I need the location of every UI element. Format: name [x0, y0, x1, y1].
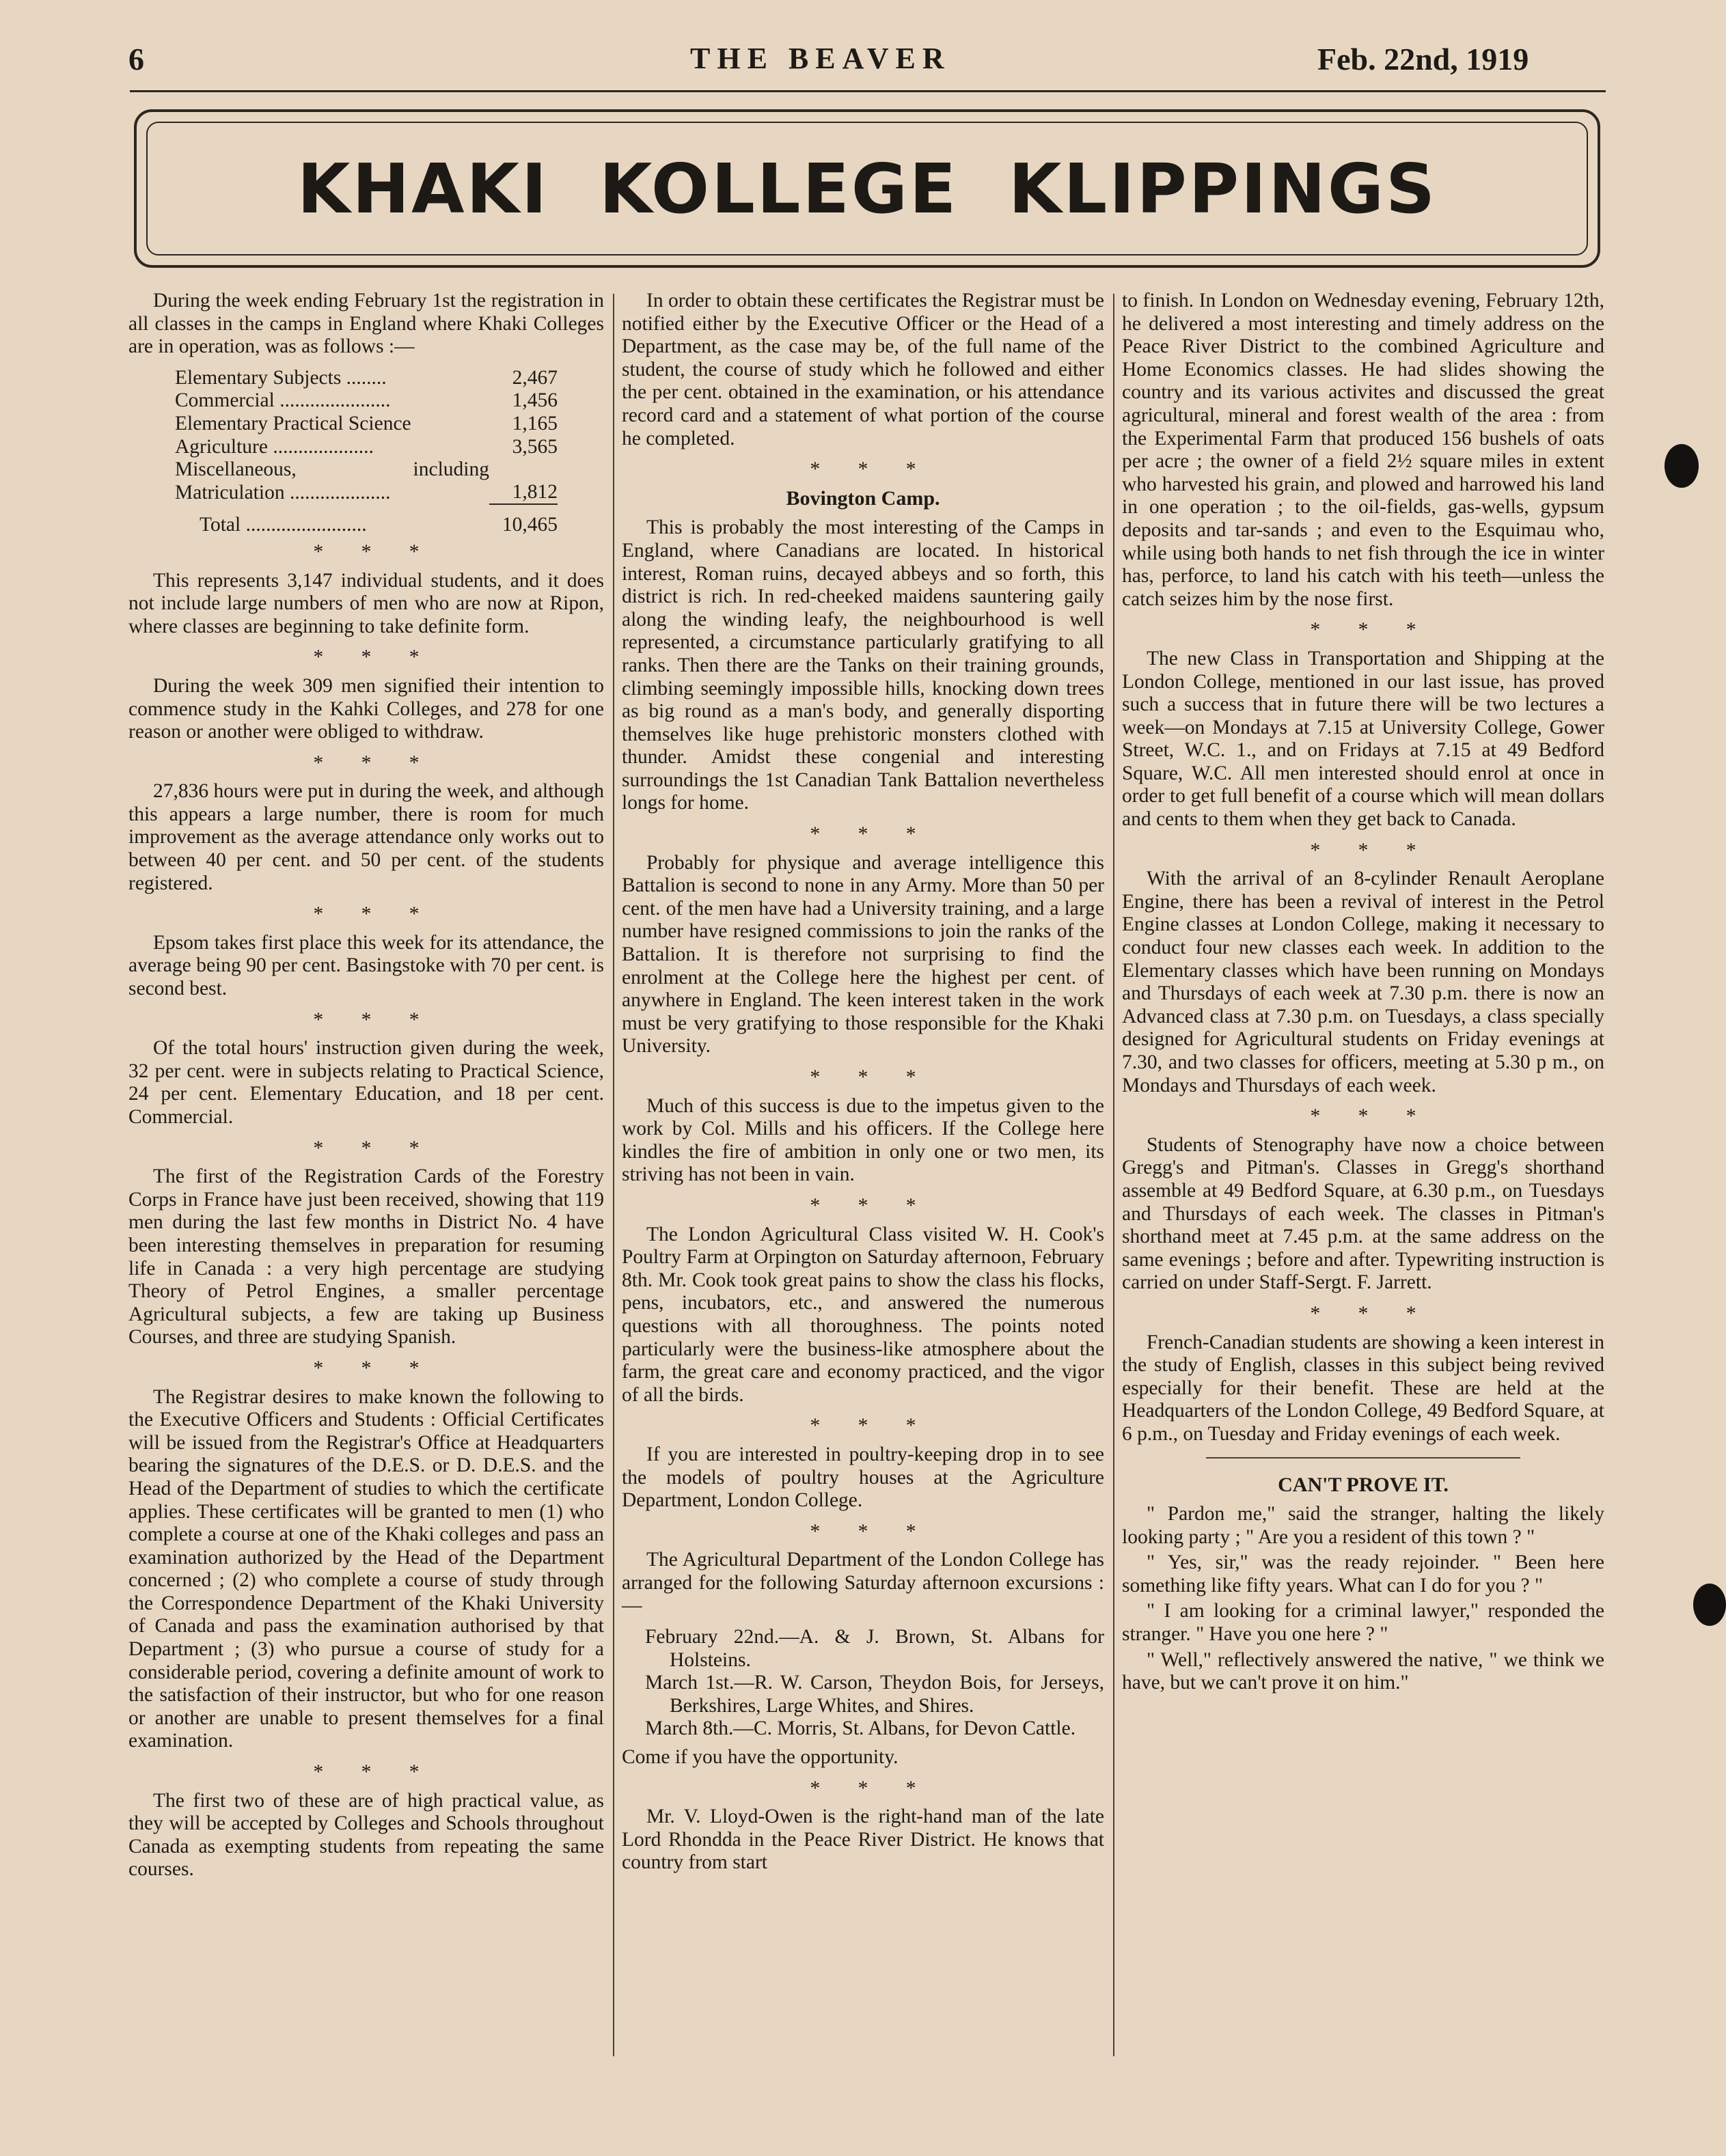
paragraph: " Yes, sir," was the ready rejoinder. " Been here something like fifty years. What can I do for you ? ": [1122, 1551, 1604, 1597]
paragraph: " Pardon me," said the stranger, halting the likely looking party ; " Are you a resident of this town ? ": [1122, 1503, 1604, 1548]
paragraph: Come if you have the opportunity.: [622, 1746, 899, 1769]
separator: * * *: [1310, 619, 1433, 641]
column-3: [1122, 290, 1604, 1698]
table-total-label: Total ........................: [200, 514, 367, 536]
separator: * * *: [810, 1520, 933, 1543]
table-row: [175, 389, 558, 413]
paragraph: The Registrar desires to make known the following to the Executive Officers and Students : Official Certificates will be issued from the Registrar's Office at Headquarters bearing the signatures of the D.E.S. or D. D.E.S. and the Head of the Department of studies to which the certificate applies. These certificates will be granted to men (1) who complete a course at one of the Khaki colleges and pass an examination authorized by the Head of the Department concerned ; (2) who complete a course of study through the Correspondence Department of the Khaki University of Canada and pass the examination authorised by that Department ; (3) who pursue a course of study for a considerable period, covering a definite amount of work to the satisfaction of their instructor, but who for one reason or another are unable to present themselves for a final examination.: [128, 1385, 604, 1752]
subheading: Bovington Camp.: [786, 486, 940, 510]
column-2: [622, 290, 1104, 1883]
separator: * * *: [810, 1066, 933, 1088]
paragraph: If you are interested in poultry-keeping drop in to see the models of poultry houses at the Agriculture Department, London College.: [622, 1443, 1104, 1512]
paragraph: The first two of these are of high practical value, as they will be accepted by Colleges and Schools throughout Canada as exempting students from repeating the same courses.: [128, 1789, 604, 1881]
separator: * * *: [313, 1357, 436, 1379]
list-item: March 1st.—R. W. Carson, Theydon Bois, for Jerseys, Berkshires, Large Whites, and Shires.: [645, 1672, 1104, 1717]
excursion-list: [622, 1626, 1104, 1741]
list-item: March 8th.—C. Morris, St. Albans, for Devon Cattle.: [645, 1717, 1076, 1740]
paragraph: " Well," reflectively answered the native, " we think we have, but we can't prove it on him.": [1122, 1648, 1604, 1694]
separator: * * *: [313, 1761, 436, 1784]
paragraph: This represents 3,147 individual students, and it does not include large numbers of men who are now at Ripon, where classes are beginning to take definite form.: [128, 569, 604, 637]
paragraph: Students of Stenography have now a choice between Gregg's and Pitman's. Classes in Gregg's shorthand assemble at 49 Bedford Square, at 6.30 p.m., on Tuesdays and Thursdays of each week. The classes in Pitman's shorthand meet at 7.45 p.m. at the same address on the same evenings ; before and after. Typewriting instruction is carried on under Staff-Sergt. F. Jarrett.: [1122, 1133, 1604, 1294]
paragraph: The Agricultural Department of the London College has arranged for the following Saturday afternoon excursions :—: [622, 1549, 1104, 1617]
paragraph: Of the total hours' instruction given during the week, 32 per cent. were in subjects relating to Practical Science, 24 per cent. Elementary Education, and 18 per cent. Commercial.: [128, 1037, 604, 1128]
paragraph: During the week ending February 1st the registration in all classes in the camps in England where Khaki Colleges are in operation, was as follows :—: [128, 290, 604, 358]
table-row: [175, 436, 558, 459]
table-value: 1,812: [512, 480, 558, 503]
ink-blot: [1665, 444, 1699, 488]
separator: * * *: [810, 1777, 933, 1799]
section-rule: [1206, 1457, 1520, 1459]
list-item: February 22nd.—A. & J. Brown, St. Albans for Holsteins.: [645, 1626, 1104, 1671]
separator: * * *: [313, 903, 436, 926]
paragraph: In order to obtain these certificates the Registrar must be notified either by the Executive Officer or the Head of a Department, as the case may be, of the full name of the student, the course of study which he followed and either the per cent. obtained in the examination, or his attendance record card and a statement of what portion of the course he completed.: [622, 290, 1104, 450]
registration-table: [175, 367, 558, 537]
separator: * * *: [313, 751, 436, 774]
column-divider: [613, 294, 614, 2056]
paragraph: 27,836 hours were put in during the week, and although this appears a large number, there is room for much improvement as the average attendance only works out to between 40 per cent. and 50 per cent. of the students registered.: [128, 780, 604, 894]
table-value: 1,165: [512, 412, 558, 434]
separator: * * *: [810, 823, 933, 846]
separator: * * *: [810, 458, 933, 481]
table-label: Miscellaneous, including Matriculation ....................: [175, 458, 489, 503]
table-label: Commercial ......................: [175, 389, 391, 412]
table-total-value: 10,465: [502, 514, 558, 536]
table-label: Elementary Practical Science: [175, 412, 411, 434]
separator: * * *: [1310, 839, 1433, 861]
publication-name: THE BEAVER: [690, 42, 951, 75]
separator: * * *: [1310, 1302, 1433, 1325]
table-label: Agriculture ....................: [175, 435, 374, 458]
separator: * * *: [313, 1008, 436, 1031]
table-value: 2,467: [512, 366, 558, 389]
separator: * * *: [1310, 1105, 1433, 1128]
paragraph: Probably for physique and average intelligence this Battalion is second to none in any Army. More than 50 per cent. of the men have had a University training, and a large number have resigned commissions to join the ranks of the Battalion. It is therefore not surprising to find the enrolment at the College here the highest per cent. of anywhere in England. The keen interest taken in the work must be very gratifying to those responsible for the Khaki University.: [622, 851, 1104, 1058]
table-row: [175, 458, 558, 504]
separator: * * *: [810, 1194, 933, 1217]
paragraph: The new Class in Transportation and Shipping at the London College, mentioned in our last issue, has proved such a success that in future there will be two lectures a week—on Mondays at 7.15 at University College, Gower Street, W.C. 1., and on Fridays at 7.15 at 49 Bedford Square, W.C. All men interested should enrol at once in order to get full benefit of a course which will mean dollars and cents to them when they get back to Canada.: [1122, 647, 1604, 831]
paragraph: Much of this success is due to the impetus given to the work by Col. Mills and his officers. If the College here kindles the fire of ambition in only one or two men, its striving has not been in vain.: [622, 1094, 1104, 1186]
paragraph: This is probably the most interesting of the Camps in England, where Canadians are located. In historical interest, Roman ruins, decayed abbeys and so forth, this district is rich. In red-cheeked maidens sauntering gaily along the winding leafy, the neighbourhood is well represented, a circumstance particularly gratifying to all ranks. Then there are the Tanks on their training grounds, climbing seemingly impossible hills, knocking down trees as big round as a man's body, and generally disporting themselves like huge prehistoric monsters clothed with thunder. Amidst these congenial and interesting surroundings the 1st Canadian Tank Battalion nevertheless longs for home.: [622, 516, 1104, 814]
paragraph: During the week 309 men signified their intention to commence study in the Kahki Colleges, and 278 for one reason or another were obliged to withdraw.: [128, 674, 604, 743]
title-banner: [134, 109, 1600, 268]
paragraph: to finish. In London on Wednesday evening, February 12th, he delivered a most interesting and timely address on the Peace River District to the combined Agriculture and Home Economics classes. He had slides showing the country and its various activites and discussed the great agricultural, mineral and forest wealth of the area : from the Experimental Farm that produced 156 bushels of oats per acre ; the owner of a field 2½ square miles in extent who harvested his grain, and plowed and harrowed his land in one operation ; to the oil-fields, gas-wells, gypsum deposits and tar-sands ; and even to the Esquimau who, while using both hands to net fish through the ice in winter has, perforce, to land his catch with his teeth—unless the catch seizes him by the nose first.: [1122, 290, 1604, 610]
separator: * * *: [313, 646, 436, 669]
paragraph: The London Agricultural Class visited W. H. Cook's Poultry Farm at Orpington on Saturday afternoon, February 8th. Mr. Cook took great pains to show the class his flocks, pens, incubators, etc., and answered the numerous questions with all thoroughness. The points noted particularly were the business-like atmosphere about the farm, the great care and economy practiced, and the vigor of all the birds.: [622, 1223, 1104, 1406]
paragraph: Epsom takes first place this week for its attendance, the average being 90 per cent. Basingstoke with 70 per cent. is second best.: [128, 931, 604, 1000]
separator: * * *: [313, 540, 436, 563]
paragraph: Mr. V. Lloyd-Owen is the right-hand man of the late Lord Rhondda in the Peace River District. He knows that country from start: [622, 1806, 1104, 1874]
table-row: [175, 413, 558, 436]
paragraph: With the arrival of an 8-cylinder Renault Aeroplane Engine, there has been a revival of interest in the Petrol Engine classes at London College, making it necessary to conduct four new classes each week. In addition to the Elementary classes which have been running on Mondays and Thursdays of each week at 7.30 p.m. there is now an Advanced class at 7.30 p.m. on Tuesdays, a class specially designed for Agricultural students on Friday evenings at 7.30, and two classes for officers, meeting at 5.30 p m., on Mondays and Thursdays of each week.: [1122, 868, 1604, 1096]
separator: * * *: [810, 1415, 933, 1437]
table-row: [175, 367, 558, 390]
paragraph: " I am looking for a criminal lawyer," responded the stranger. " Have you one here ? ": [1122, 1600, 1604, 1646]
paragraph: French-Canadian students are showing a keen interest in the study of English, classes in this subject being revived especially for their benefit. These are held at the Headquarters of the London College, 49 Bedford Square, at 6 p.m., on Tuesday and Friday evenings of each week.: [1122, 1331, 1604, 1445]
table-total-row: [175, 514, 558, 537]
table-label: Elementary Subjects ........: [175, 366, 387, 389]
paragraph: The first of the Registration Cards of the Forestry Corps in France have just been received, showing that 119 men during the last few months in District No. 4 have been interesting themselves in preparation for resuming life in Canada : a very high percentage are studying Theory of Petrol Engines, a smaller percentage Agricultural subjects, a few are taking up Business Courses, and three are studying Spanish.: [128, 1165, 604, 1349]
table-value: 3,565: [512, 435, 558, 458]
separator: * * *: [313, 1137, 436, 1159]
header-rule: [130, 90, 1606, 92]
issue-date: Feb. 22nd, 1919: [1317, 42, 1529, 77]
column-1: [128, 290, 604, 1890]
section-title: KHAKI KOLLEGE KLIPPINGS: [297, 149, 1438, 229]
subheading: CAN'T PROVE IT.: [1278, 1473, 1449, 1496]
ink-blot: [1693, 1584, 1726, 1626]
table-value: 1,456: [512, 389, 558, 412]
page-number: 6: [128, 42, 144, 77]
column-divider: [1113, 294, 1114, 2056]
